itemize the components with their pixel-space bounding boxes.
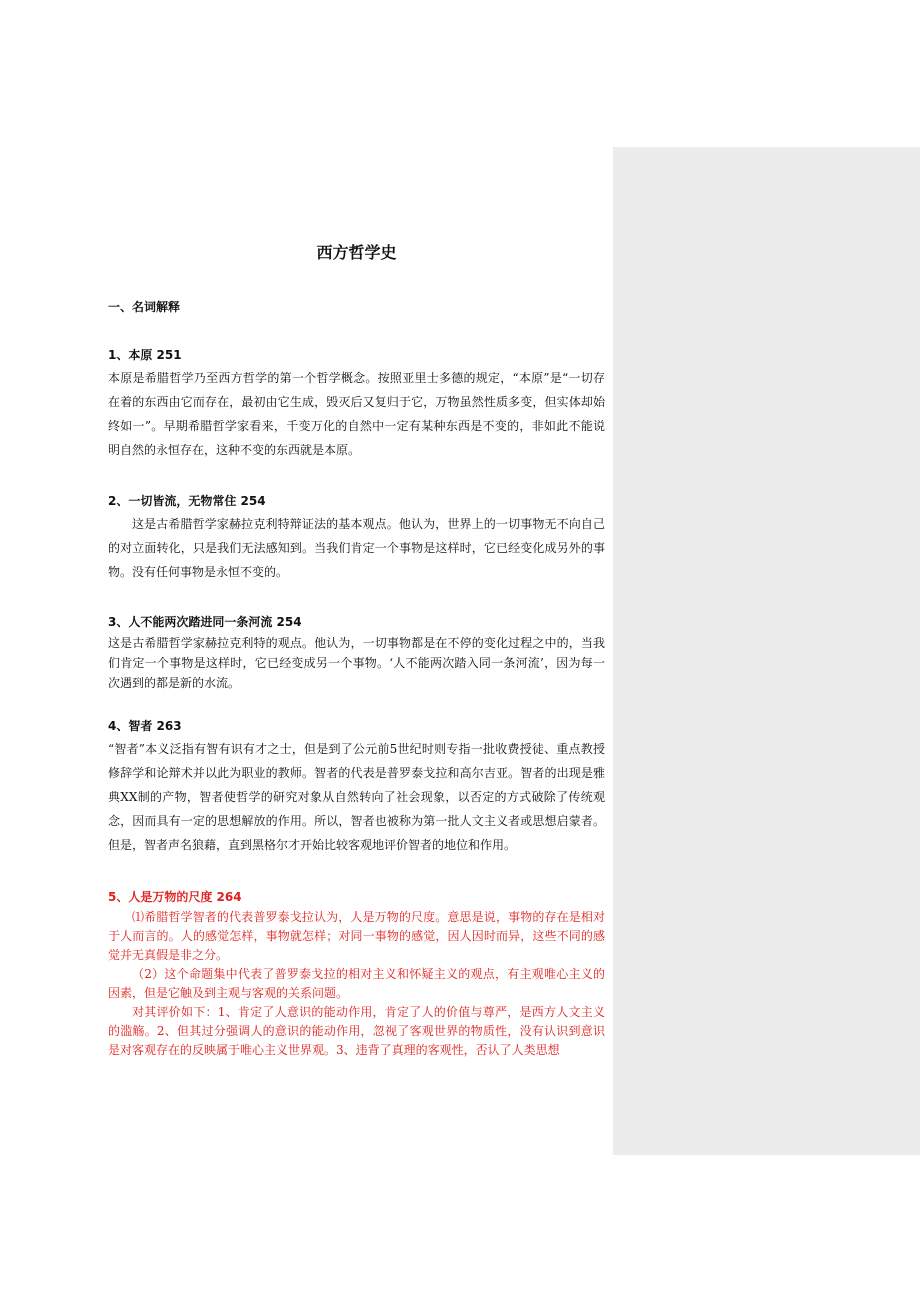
entry-paragraph: （2）这个命题集中代表了普罗泰戈拉的相对主义和怀疑主义的观点，有主观唯心主义的因素，但是它触及到主观与客观的关系问题。 <box>108 967 605 1000</box>
entry-3 <box>108 614 605 693</box>
entry-2 <box>108 493 605 584</box>
entry-term: 2、一切皆流，无物常住 254 <box>108 494 266 508</box>
entry-5 <box>108 889 605 1060</box>
entry-paragraph: 本原是希腊哲学乃至西方哲学的第一个哲学概念。按照亚里士多德的规定，“本原”是“一切存在着的东西由它而存在，最初由它生成，毁灭后又复归于它，万物虽然性质多变，但实体却始终如一”。早期希腊哲学家看来，千变万化的自然中一定有某种东西是不变的，非如此不能说明自然的永恒存在，这种不变的东西就是本原。 <box>108 371 605 457</box>
entry-term: 4、智者 263 <box>108 719 182 733</box>
comment-pane <box>613 147 920 1155</box>
entry-paragraph: 这是古希腊哲学家赫拉克利特的观点。他认为，一切事物都是在不停的变化过程之中的，当我们肯定一个事物是这样时，它已经变成另一个事物。‘人不能两次踏入同一条河流’，因为每一次遇到的都是新的水流。 <box>108 636 605 690</box>
entry-paragraph: 对其评价如下：1、肯定了人意识的能动作用，肯定了人的价值与尊严，是西方人文主义的滥觞。2、但其过分强调人的意识的能动作用，忽视了客观世界的物质性，没有认识到意识是对客观存在的反映属于唯心主义世界观。3、违背了真理的客观性，否认了人类思想 <box>108 1005 605 1057</box>
entry-term: 5、人是万物的尺度 264 <box>108 890 242 904</box>
entry-term: 1、本原 251 <box>108 348 182 362</box>
entry-paragraph: 这是古希腊哲学家赫拉克利特辩证法的基本观点。他认为，世界上的一切事物无不向自己的对立面转化，只是我们无法感知到。当我们肯定一个事物是这样时，它已经变化成另外的事物。没有任何事物是永恒不变的。 <box>108 517 605 579</box>
entry-1 <box>108 347 605 462</box>
document-title: 西方哲学史 <box>316 243 397 262</box>
section-heading: 一、名词解释 <box>108 300 181 314</box>
entry-paragraph: “智者”本义泛指有智有识有才之士，但是到了公元前5世纪时则专指一批收费授徒、重点教授修辞学和论辩术并以此为职业的教师。智者的代表是普罗泰戈拉和高尔吉亚。智者的出现是雅典XX制的产物，智者使哲学的研究对象从自然转向了社会现象，以否定的方式破除了传统观念，因而具有一定的思想解放的作用。所以，智者也被称为第一批人文主义者或思想启蒙者。但是，智者声名狼藉，直到黑格尔才开始比较客观地评价智者的地位和作用。 <box>108 742 605 852</box>
entry-4 <box>108 718 605 857</box>
entry-term: 3、人不能两次踏进同一条河流 254 <box>108 615 302 629</box>
entry-paragraph: ⑴希腊哲学智者的代表普罗泰戈拉认为，人是万物的尺度。意思是说，事物的存在是相对于人而言的。人的感觉怎样，事物就怎样；对同一事物的感觉，因人因时而异，这些不同的感觉并无真假是非之分。 <box>108 910 605 962</box>
